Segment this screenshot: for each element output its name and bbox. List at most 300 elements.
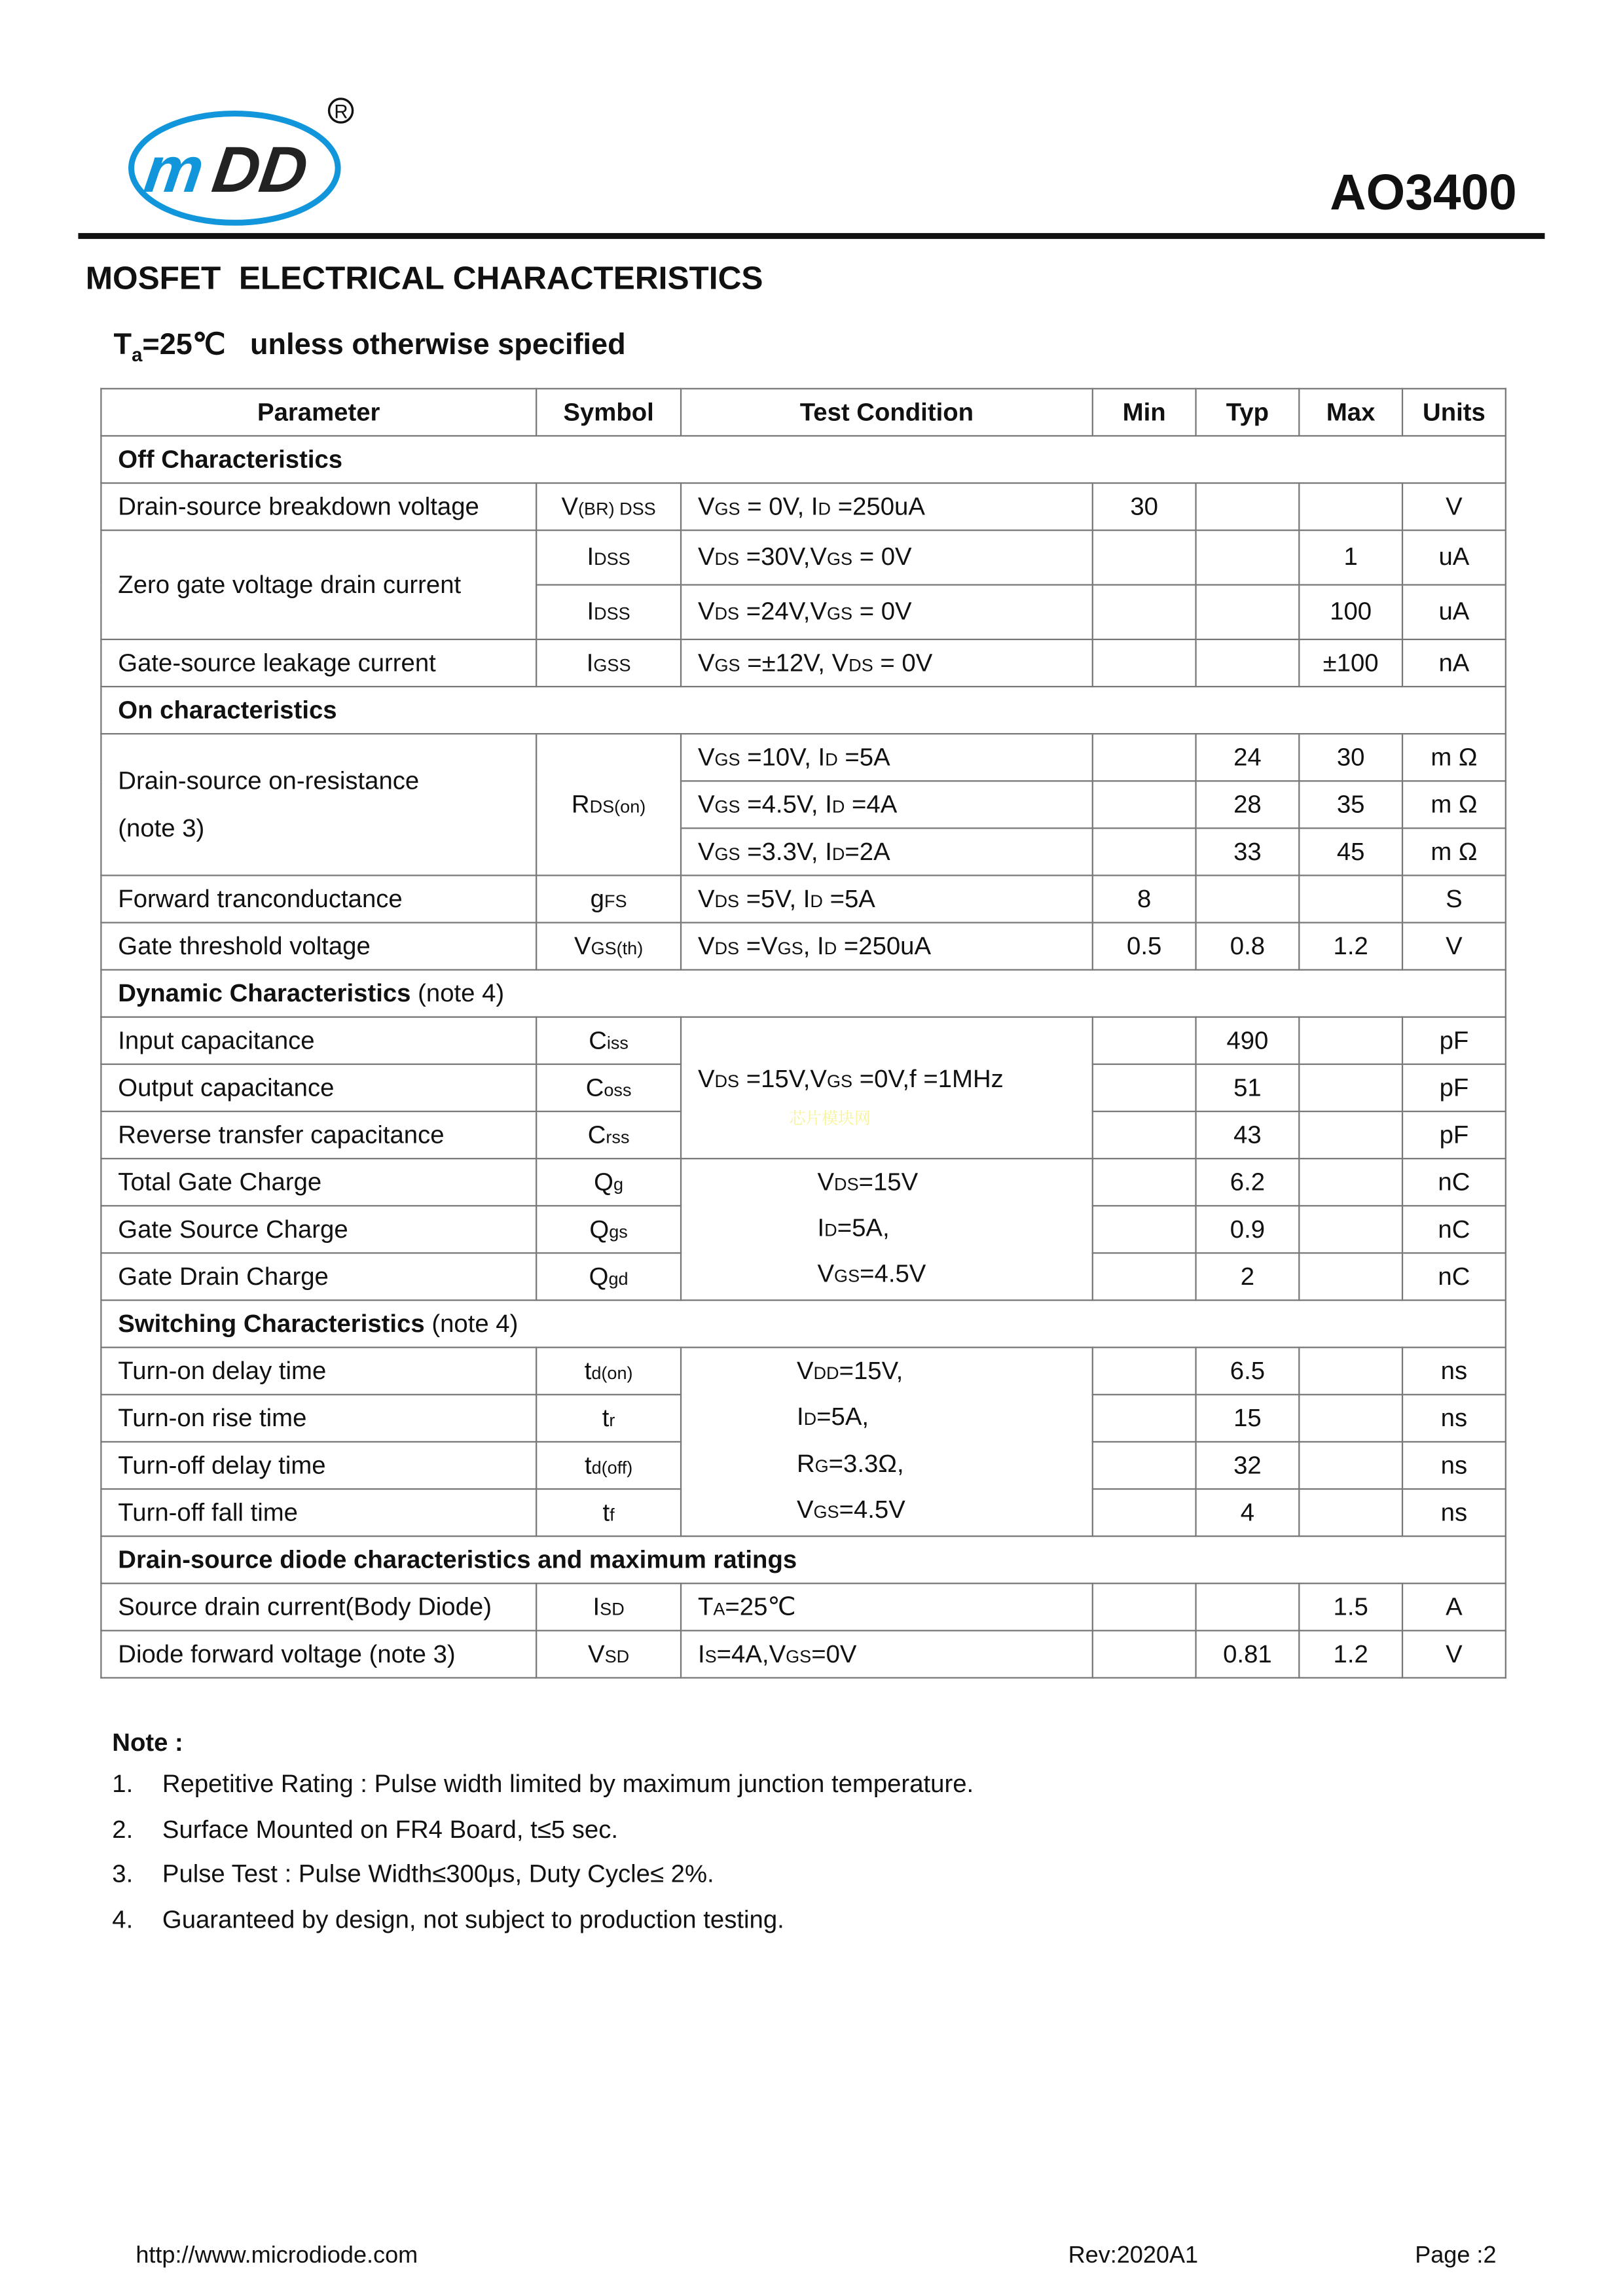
unit: ns	[1402, 1395, 1506, 1442]
col-units: Units	[1402, 389, 1506, 436]
param: Diode forward voltage (note 3)	[101, 1630, 536, 1677]
symbol	[536, 1583, 681, 1630]
typ: 6.2	[1196, 1158, 1300, 1206]
subscript: DS(on)	[589, 795, 646, 817]
note-number: 1.	[112, 1770, 134, 1799]
cond-t: T	[113, 329, 132, 362]
text: V	[796, 1496, 814, 1524]
param: Turn-on rise time	[101, 1395, 536, 1442]
text: I	[586, 648, 594, 677]
subscript: D	[803, 1408, 817, 1429]
unit: m Ω	[1402, 734, 1506, 781]
text: , I	[803, 931, 824, 960]
unit: nA	[1402, 639, 1506, 687]
min	[1093, 1158, 1196, 1206]
text: V	[697, 836, 715, 865]
subscript: GSS	[593, 654, 631, 675]
col-min: Min	[1093, 389, 1196, 436]
min	[1093, 1395, 1196, 1442]
typ	[1196, 876, 1300, 923]
text: I	[796, 1403, 804, 1431]
subscript: DD	[813, 1362, 839, 1383]
text: =15V,V	[739, 1064, 827, 1092]
note-item	[112, 1905, 974, 1950]
text: I	[697, 1639, 705, 1668]
param-text: Drain-source on-resistance	[118, 766, 420, 795]
unit: nC	[1402, 1206, 1506, 1253]
max: 45	[1299, 828, 1402, 875]
notes-heading: Note :	[112, 1729, 183, 1757]
max	[1299, 483, 1402, 530]
notes	[112, 1729, 974, 1950]
subscript: D	[818, 497, 831, 519]
typ	[1196, 530, 1300, 584]
text: V	[697, 543, 715, 571]
subscript: D	[831, 842, 845, 864]
min	[1093, 1489, 1196, 1536]
text: V	[817, 1168, 835, 1196]
typ	[1196, 1583, 1300, 1630]
text: I	[593, 1592, 600, 1621]
subscript: gd	[608, 1267, 629, 1289]
subscript: GS	[714, 497, 740, 519]
symbol	[536, 1064, 681, 1111]
max	[1299, 1395, 1402, 1442]
section-on	[101, 687, 1505, 734]
text: Q	[589, 1261, 609, 1290]
condition	[681, 1630, 1093, 1677]
subscript: GS	[834, 1265, 860, 1287]
subscript: GS	[777, 937, 803, 958]
subscript: FS	[604, 890, 627, 911]
max: 35	[1299, 781, 1402, 828]
min: 30	[1093, 483, 1196, 530]
param: Total Gate Charge	[101, 1158, 536, 1206]
subscript: rss	[606, 1126, 630, 1147]
text: =0V,f =1MHz	[852, 1064, 1004, 1092]
text: =5V, I	[739, 884, 811, 912]
max: 100	[1299, 585, 1402, 639]
param: Gate threshold voltage	[101, 923, 536, 970]
unit: uA	[1402, 585, 1506, 639]
param: Turn-on delay time	[101, 1348, 536, 1395]
text: V	[697, 597, 715, 626]
subscript: D	[825, 748, 838, 770]
cond-line	[797, 1442, 1092, 1488]
condition	[681, 639, 1093, 687]
page-title: MOSFET ELECTRICAL CHARACTERISTICS	[85, 259, 763, 296]
temperature-condition	[114, 326, 626, 366]
symbol	[536, 483, 681, 530]
text: =4A,V	[716, 1639, 786, 1668]
section-dynamic	[101, 970, 1505, 1017]
text: = 0V	[873, 648, 933, 677]
subscript: iss	[606, 1031, 629, 1052]
typ: 0.9	[1196, 1206, 1300, 1253]
note-number: 4.	[112, 1905, 134, 1933]
subscript: GS	[714, 654, 740, 675]
cond-line	[817, 1161, 1091, 1207]
unit: A	[1402, 1583, 1506, 1630]
note-text: Guaranteed by design, not subject to production testing.	[162, 1905, 784, 1933]
text: V	[697, 931, 715, 960]
condition	[681, 1158, 1093, 1300]
text: =15V	[858, 1168, 919, 1196]
symbol	[536, 530, 681, 584]
text: V	[697, 884, 715, 912]
param: Reverse transfer capacitance	[101, 1111, 536, 1158]
text: I	[587, 597, 594, 626]
typ	[1196, 585, 1300, 639]
section-title: Switching Characteristics	[118, 1309, 425, 1337]
max	[1299, 1348, 1402, 1395]
condition	[681, 1348, 1093, 1536]
symbol	[536, 1348, 681, 1395]
unit: pF	[1402, 1064, 1506, 1111]
subscript: D	[810, 890, 823, 911]
typ: 2	[1196, 1253, 1300, 1300]
col-max: Max	[1299, 389, 1402, 436]
symbol	[536, 1395, 681, 1442]
table-row	[101, 1158, 1505, 1206]
subscript: gs	[609, 1220, 628, 1242]
table-header-row	[101, 389, 1505, 436]
text: V	[697, 742, 715, 771]
note-number: 3.	[112, 1859, 134, 1888]
subscript: g	[613, 1173, 624, 1194]
condition	[681, 734, 1093, 781]
section-label: On characteristics	[101, 687, 1505, 734]
text: t	[584, 1356, 592, 1385]
max: 1.2	[1299, 923, 1402, 970]
condition	[681, 876, 1093, 923]
subscript: SD	[600, 1598, 625, 1619]
max	[1299, 1158, 1402, 1206]
text: Q	[594, 1167, 613, 1196]
footer-revision: Rev:2020A1	[1068, 2243, 1199, 2269]
typ: 28	[1196, 781, 1300, 828]
symbol	[536, 923, 681, 970]
unit: m Ω	[1402, 828, 1506, 875]
unit: V	[1402, 1630, 1506, 1677]
param: Zero gate voltage drain current	[101, 530, 536, 639]
subscript: GS	[714, 842, 740, 864]
subscript: d(on)	[591, 1362, 633, 1383]
subscript: D	[824, 1219, 837, 1241]
section-diode	[101, 1536, 1505, 1583]
param-note: (note 3)	[118, 813, 205, 842]
min	[1093, 1064, 1196, 1111]
max	[1299, 1064, 1402, 1111]
text: V	[697, 648, 715, 677]
section-note: (note 4)	[424, 1309, 519, 1337]
max: 1	[1299, 530, 1402, 584]
table-row	[101, 1017, 1505, 1064]
subscript: DSS	[594, 548, 630, 569]
param: Gate Drain Charge	[101, 1253, 536, 1300]
cond-sub: a	[132, 344, 143, 366]
typ: 15	[1196, 1395, 1300, 1442]
subscript: D	[831, 795, 845, 817]
symbol	[536, 1253, 681, 1300]
max: 30	[1299, 734, 1402, 781]
subscript: (BR) DSS	[578, 497, 656, 519]
note-text: Pulse Test : Pulse Width≤300μs, Duty Cycle≤ 2%.	[162, 1859, 714, 1888]
max	[1299, 1489, 1402, 1536]
subscript: GS	[714, 748, 740, 770]
footer-url[interactable]: http://www.microdiode.com	[136, 2243, 418, 2269]
condition	[681, 1583, 1093, 1630]
symbol	[536, 1158, 681, 1206]
typ	[1196, 639, 1300, 687]
section-note: (note 4)	[410, 978, 505, 1007]
text: =3.3V, I	[740, 836, 832, 865]
col-parameter: Parameter	[101, 389, 536, 436]
subscript: SD	[604, 1645, 630, 1666]
cond-rest: =25℃ unless otherwise specified	[142, 329, 626, 362]
mdd-logo	[127, 92, 363, 227]
text: =4A	[845, 789, 898, 818]
text: =4.5V	[860, 1259, 926, 1288]
unit: ns	[1402, 1489, 1506, 1536]
max: 1.5	[1299, 1583, 1402, 1630]
table-row	[101, 1630, 1505, 1677]
typ: 51	[1196, 1064, 1300, 1111]
min: 8	[1093, 876, 1196, 923]
subscript: GS	[826, 548, 853, 569]
cond-line	[797, 1349, 1092, 1395]
max	[1299, 1111, 1402, 1158]
condition	[681, 1017, 1093, 1158]
note-item	[112, 1770, 974, 1815]
subscript: S	[704, 1645, 717, 1666]
subscript: D	[824, 937, 837, 958]
subscript: GS(th)	[591, 937, 644, 958]
typ: 490	[1196, 1017, 1300, 1064]
min	[1093, 1583, 1196, 1630]
symbol	[536, 1206, 681, 1253]
table-row	[101, 483, 1505, 530]
min	[1093, 1630, 1196, 1677]
svg-text:DD: DD	[208, 134, 312, 206]
subscript: GS	[826, 603, 853, 624]
text: =4.5V	[839, 1496, 905, 1524]
text: =15V,	[839, 1356, 903, 1385]
typ: 4	[1196, 1489, 1300, 1536]
subscript: DS	[714, 548, 740, 569]
min	[1093, 1017, 1196, 1064]
cond-line	[797, 1488, 1092, 1535]
condition	[681, 828, 1093, 875]
param: Output capacitance	[101, 1064, 536, 1111]
svg-text:m: m	[140, 134, 208, 206]
text: C	[585, 1073, 604, 1102]
condition	[681, 585, 1093, 639]
text: =±12V, V	[740, 648, 849, 677]
unit: uA	[1402, 530, 1506, 584]
text: R	[796, 1449, 815, 1477]
typ: 0.81	[1196, 1630, 1300, 1677]
min	[1093, 1206, 1196, 1253]
table-row	[101, 734, 1505, 781]
note-number: 2.	[112, 1815, 134, 1843]
min	[1093, 734, 1196, 781]
text: I	[817, 1213, 825, 1242]
text: =250uA	[831, 492, 925, 520]
symbol	[536, 876, 681, 923]
symbol	[536, 1111, 681, 1158]
subscript: G	[814, 1455, 829, 1476]
unit: ns	[1402, 1348, 1506, 1395]
condition	[681, 483, 1093, 530]
text: =5A,	[837, 1213, 890, 1242]
text: = 0V	[852, 543, 912, 571]
unit: nC	[1402, 1158, 1506, 1206]
text: Q	[589, 1214, 610, 1243]
section-title: Dynamic Characteristics	[118, 978, 411, 1007]
text: =3.3Ω,	[828, 1449, 904, 1477]
symbol	[536, 1630, 681, 1677]
text: I	[587, 543, 594, 571]
text: V	[697, 1064, 715, 1092]
text: V	[588, 1639, 605, 1668]
cond-line	[817, 1206, 1091, 1252]
param: Turn-off fall time	[101, 1489, 536, 1536]
subscript: DS	[714, 603, 740, 624]
typ: 32	[1196, 1442, 1300, 1489]
unit: pF	[1402, 1017, 1506, 1064]
subscript: GS	[786, 1645, 812, 1666]
subscript: A	[713, 1598, 725, 1619]
cap-condition	[698, 1064, 1092, 1094]
param	[101, 734, 536, 875]
text: =30V,V	[739, 543, 827, 571]
max	[1299, 1017, 1402, 1064]
text: T	[697, 1592, 714, 1621]
section-switching	[101, 1300, 1505, 1348]
max	[1299, 876, 1402, 923]
text: = 0V	[852, 597, 912, 626]
unit: m Ω	[1402, 781, 1506, 828]
param: Gate-source leakage current	[101, 639, 536, 687]
typ: 24	[1196, 734, 1300, 781]
table-row	[101, 1348, 1505, 1395]
subscript: d(off)	[591, 1456, 633, 1477]
table-row	[101, 530, 1505, 584]
max	[1299, 1206, 1402, 1253]
watermark: 芯片模块网	[789, 1109, 871, 1128]
text: =2A	[845, 836, 890, 865]
text: t	[602, 1498, 610, 1526]
col-test-condition: Test Condition	[681, 389, 1093, 436]
footer-page: Page :2	[1415, 2243, 1497, 2269]
unit: V	[1402, 923, 1506, 970]
subscript: DS	[848, 654, 873, 675]
text: V	[817, 1259, 835, 1288]
unit: pF	[1402, 1111, 1506, 1158]
text: =V	[739, 931, 778, 960]
section-label	[101, 1300, 1505, 1348]
subscript: DSS	[594, 603, 630, 624]
col-typ: Typ	[1196, 389, 1300, 436]
typ: 33	[1196, 828, 1300, 875]
section-label	[101, 970, 1505, 1017]
note-item	[112, 1815, 974, 1860]
max: 1.2	[1299, 1630, 1402, 1677]
table-row	[101, 639, 1505, 687]
param: Gate Source Charge	[101, 1206, 536, 1253]
symbol	[536, 585, 681, 639]
unit: ns	[1402, 1442, 1506, 1489]
unit: V	[1402, 483, 1506, 530]
text: =5A	[822, 884, 875, 912]
symbol	[536, 639, 681, 687]
text: =4.5V, I	[740, 789, 832, 818]
min	[1093, 639, 1196, 687]
symbol	[536, 1442, 681, 1489]
subscript: f	[610, 1503, 615, 1525]
min	[1093, 1253, 1196, 1300]
subscript: GS	[714, 795, 740, 817]
text: =0V	[811, 1639, 857, 1668]
unit: nC	[1402, 1253, 1506, 1300]
max: ±100	[1299, 639, 1402, 687]
text: V	[561, 492, 579, 520]
text: V	[796, 1356, 814, 1385]
typ	[1196, 483, 1300, 530]
section-off	[101, 436, 1505, 483]
subscript: DS	[714, 1069, 740, 1091]
typ: 0.8	[1196, 923, 1300, 970]
symbol	[536, 1017, 681, 1064]
text: =5A,	[816, 1403, 869, 1431]
subscript: GS	[826, 1069, 853, 1091]
min	[1093, 1111, 1196, 1158]
section-label: Off Characteristics	[101, 436, 1505, 483]
cond-line	[797, 1395, 1092, 1442]
header-divider	[78, 233, 1544, 239]
param: Input capacitance	[101, 1017, 536, 1064]
typ: 43	[1196, 1111, 1300, 1158]
condition	[681, 923, 1093, 970]
min	[1093, 1348, 1196, 1395]
subscript: DS	[834, 1174, 859, 1195]
condition	[681, 530, 1093, 584]
text: t	[584, 1450, 592, 1479]
col-symbol: Symbol	[536, 389, 681, 436]
table-row	[101, 923, 1505, 970]
subscript: DS	[714, 937, 740, 958]
text: C	[587, 1120, 606, 1149]
symbol	[536, 1489, 681, 1536]
text: R	[571, 789, 590, 818]
text: =250uA	[837, 931, 932, 960]
unit: S	[1402, 876, 1506, 923]
param: Turn-off delay time	[101, 1442, 536, 1489]
cond-line	[817, 1252, 1091, 1298]
text: t	[602, 1403, 610, 1432]
typ: 6.5	[1196, 1348, 1300, 1395]
min	[1093, 530, 1196, 584]
subscript: oss	[604, 1079, 632, 1100]
note-item	[112, 1860, 974, 1905]
text: =24V,V	[739, 597, 827, 626]
subscript: DS	[714, 890, 740, 911]
electrical-characteristics-table	[100, 388, 1506, 1679]
text: V	[574, 931, 591, 960]
text: =25℃	[725, 1592, 796, 1621]
table-row	[101, 876, 1505, 923]
